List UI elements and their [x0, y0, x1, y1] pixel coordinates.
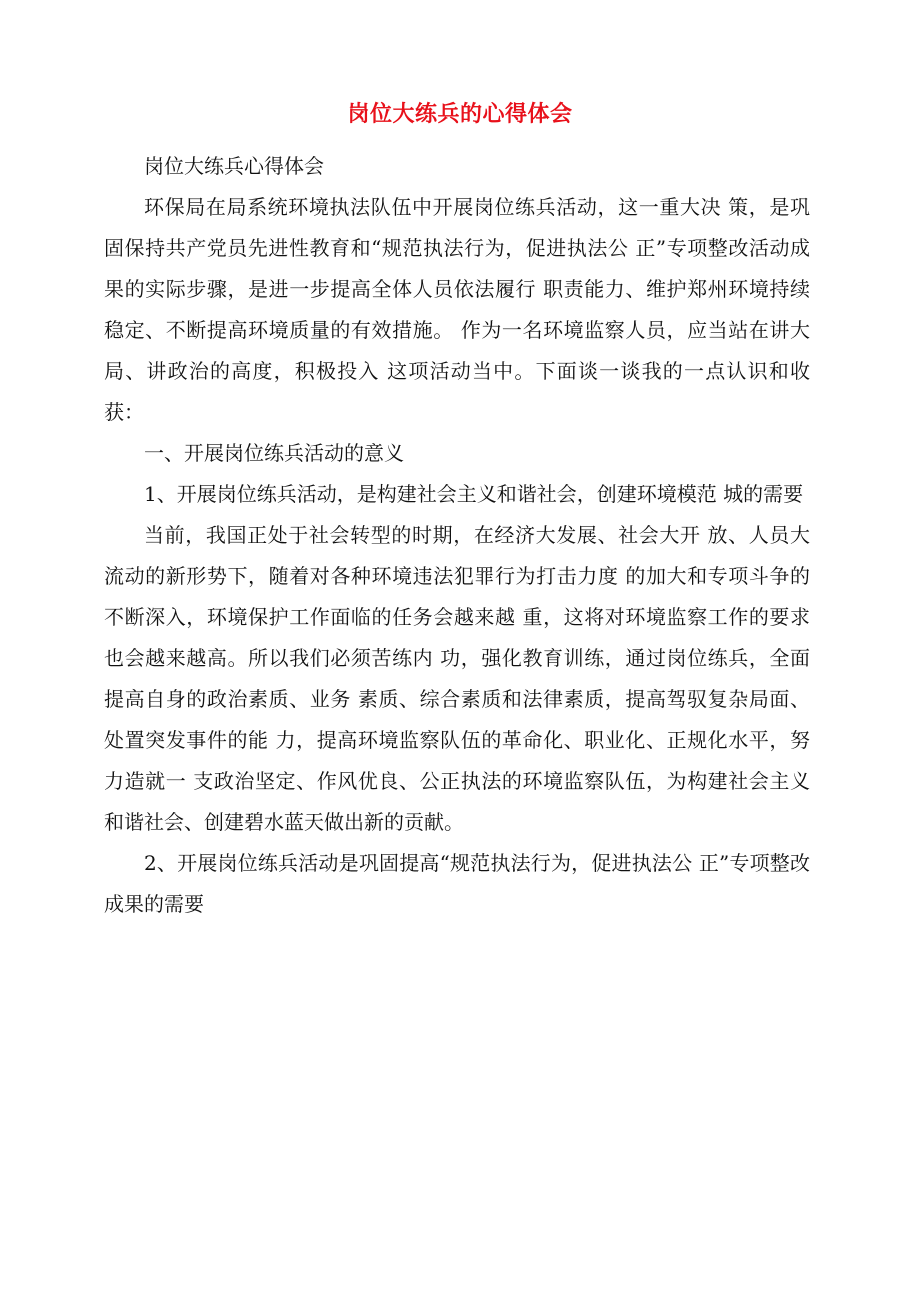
document-title: 岗位大练兵的心得体会 — [347, 102, 573, 127]
section-heading: 一、开展岗位练兵活动的意义 — [144, 441, 404, 465]
body-paragraph: 当前，我国正处于社会转型的时期，在经济大发展、社会大开 放、人员大流动的新形势下，随着对各种环境违法犯罪行为打击力度 的加大和专项斗争的不断深入，环境保护工作面临的任务会越来越 重，这将对环境监察工作的要求也会越来越高。所以我们必须苦练内 功，强化教育训练，通过岗位练兵，全面提高自身的政治素质、业务 素质、综合素质和法律素质，提高驾驭复杂局面、处置突发事件的能 力，提高环境监察队伍的革命化、职业化、正规化水平，努力造就一 支政治坚定、作风优良、公正执法的环境监察队伍，为构建社会主义 和谐社会、创建碧水蓝天做出新的贡献。 — [104, 523, 810, 834]
point-heading-2: 2、开展岗位练兵活动是巩固提高“规范执法行为，促进执法公 正”专项整改成果的需要 — [104, 851, 810, 916]
intro-paragraph: 环保局在局系统环境执法队伍中开展岗位练兵活动，这一重大决 策，是巩固保持共产党员先进性教育和“规范执法行为，促进执法公 正”专项整改活动成果的实际步骤，是进一步提高全体人员依法履行 职责能力、维护郑州环境持续稳定、不断提高环境质量的有效措施。 作为一名环境监察人员，应当站在讲大局、讲政治的高度，积极投入 这项活动当中。下面谈一谈我的一点认识和收获： — [104, 195, 810, 424]
point-heading-1: 1、开展岗位练兵活动，是构建社会主义和谐社会，创建环境模范 城的需要 — [144, 482, 804, 506]
document-body — [104, 146, 810, 925]
subtitle-paragraph: 岗位大练兵心得体会 — [144, 154, 324, 178]
